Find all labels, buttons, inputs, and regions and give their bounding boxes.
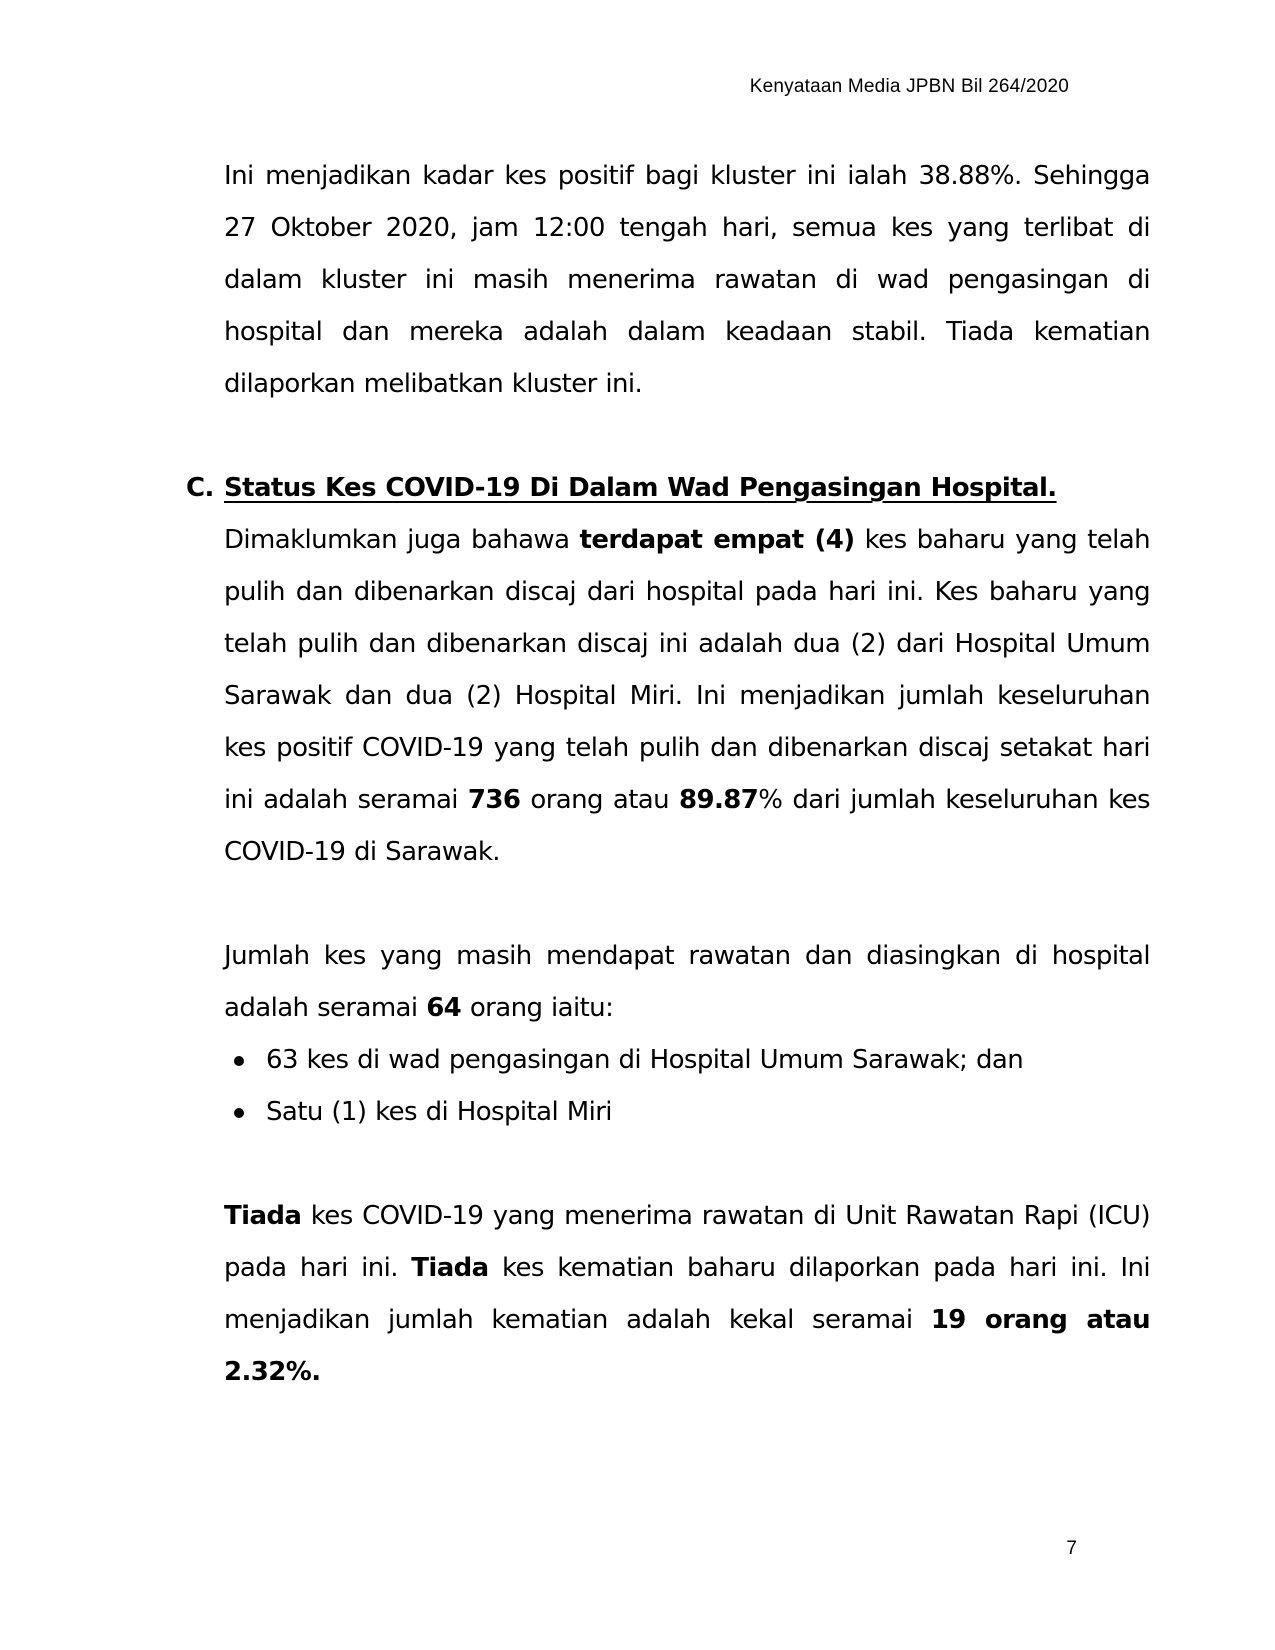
document-body: [186, 150, 1150, 1398]
bullet-list: [224, 1034, 1150, 1138]
paragraph-recovered-cases: [224, 514, 1150, 878]
bold-text: 89.87: [679, 785, 759, 815]
spacer: [224, 878, 1150, 930]
paragraph-cluster-status: Ini menjadikan kadar kes positif bagi kluster ini ialah 38.88%. Sehingga 27 Oktober 2020, jam 12:00 tengah hari, semua kes yang terlibat di dalam kluster ini masih menerima rawatan di wad pengasingan di hospital dan mereka adalah dalam keadaan stabil. Tiada kematian dilaporkan melibatkan kluster ini.: [224, 161, 1150, 399]
section-title: Status Kes COVID-19 Di Dalam Wad Pengasingan Hospital.: [224, 473, 1057, 503]
list-item: [224, 1034, 1150, 1086]
section-heading: [186, 462, 1150, 514]
section-letter: C.: [186, 473, 214, 503]
text-run: kes COVID-19 yang menerima rawatan di Unit Rawatan Rapi (ICU) pada hari ini.: [224, 1201, 1150, 1283]
text-run: Dimaklumkan juga bahawa: [224, 525, 580, 555]
text-run: kes kematian baharu dilaporkan pada hari ini. Ini menjadikan jumlah kematian adalah kekal seramai: [224, 1253, 1150, 1335]
bold-text: 64: [426, 993, 462, 1023]
text-run: Jumlah kes yang masih mendapat rawatan dan diasingkan di hospital adalah seramai: [224, 941, 1150, 1023]
document-header: Kenyataan Media JPBN Bil 264/2020: [749, 76, 1069, 97]
spacer: [224, 1138, 1150, 1190]
spacer: [224, 410, 1150, 462]
text-run: orang atau: [520, 785, 679, 815]
bullet-icon: [234, 1056, 244, 1066]
text-run: kes baharu yang telah pulih dan dibenarkan discaj dari hospital pada hari ini. Kes baharu yang telah pulih dan dibenarkan discaj ini adalah dua (2) dari Hospital Umum Sarawak dan dua (2) Hospital Miri. Ini menjadikan jumlah keseluruhan kes positif COVID-19 yang telah pulih dan dibenarkan discaj setakat hari ini adalah seramai: [224, 525, 1150, 815]
bold-text: 19 orang atau 2.32%.: [224, 1305, 1150, 1387]
bold-text: 736: [467, 785, 521, 815]
bold-text: terdapat empat (4): [579, 525, 855, 555]
paragraph-hospitalised-cases: [224, 930, 1150, 1034]
text-run: % dari jumlah keseluruhan kes COVID-19 di Sarawak.: [224, 785, 1150, 867]
text-run: orang iaitu:: [461, 993, 614, 1023]
bullet-icon: [234, 1108, 244, 1118]
paragraph-icu-deaths: [224, 1190, 1150, 1398]
list-item: [224, 1086, 1150, 1138]
page-number: 7: [1066, 1538, 1077, 1559]
list-item-text: 63 kes di wad pengasingan di Hospital Umum Sarawak; dan: [266, 1045, 1024, 1075]
bold-text: Tiada: [224, 1201, 302, 1231]
list-item-text: Satu (1) kes di Hospital Miri: [266, 1097, 612, 1127]
bold-text: Tiada: [411, 1253, 489, 1283]
